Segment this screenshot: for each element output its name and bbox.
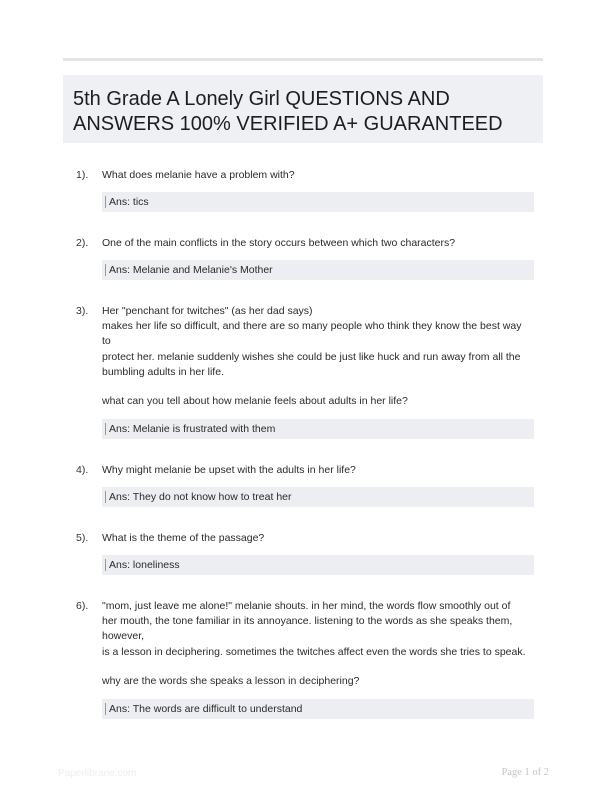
question-line: Her "penchant for twitches" (as her dad says) <box>102 305 313 317</box>
question-line: What is the theme of the passage? <box>102 532 265 544</box>
question-line: One of the main conflicts in the story occurs between which two characters? <box>102 237 456 249</box>
question-line: is a lesson in deciphering. sometimes the twitches affect even the words she tries to speak. <box>102 645 526 658</box>
question-number: 1). <box>76 169 89 181</box>
question-line: makes her life so difficult, and there are so many people who think they know the best way <box>102 320 522 333</box>
question-text <box>102 304 537 409</box>
question-number: 2). <box>76 237 89 249</box>
footer-watermark: Paperlibrarie.com <box>58 768 137 779</box>
question-text <box>102 168 537 183</box>
question-text <box>102 236 537 251</box>
question-number: 4). <box>76 464 89 476</box>
answer-box: Ans: Melanie is frustrated with them <box>102 419 534 439</box>
question-line: what can you tell about how melanie feels about adults in her life? <box>102 395 408 408</box>
title-banner <box>63 75 543 143</box>
question-line: why are the words she speaks a lesson in deciphering? <box>102 674 360 687</box>
answer-box: Ans: tics <box>102 192 534 212</box>
question-text <box>102 599 537 689</box>
question-text <box>102 463 537 478</box>
question-text <box>102 531 537 546</box>
question-number: 5). <box>76 532 89 544</box>
page-number: Page 1 of 2 <box>501 767 549 778</box>
answer-box: Ans: The words are difficult to understand <box>102 699 534 719</box>
top-divider <box>63 58 543 61</box>
answer-box: Ans: loneliness <box>102 555 534 575</box>
question-line: to <box>102 335 111 348</box>
question-line: Why might melanie be upset with the adults in her life? <box>102 464 356 476</box>
question-line: What does melanie have a problem with? <box>102 169 295 181</box>
question-number: 3). <box>76 305 89 317</box>
answer-box: Ans: Melanie and Melanie's Mother <box>102 260 534 280</box>
question-line: bumbling adults in her life. <box>102 365 224 378</box>
answer-box: Ans: They do not know how to treat her <box>102 487 534 507</box>
question-number: 6). <box>76 600 89 612</box>
question-line: "mom, just leave me alone!" melanie shouts. in her mind, the words flow smoothly out of <box>102 600 511 612</box>
question-line: her mouth, the tone familiar in its annoyance. listening to the words as she speaks them, <box>102 615 513 628</box>
document-title: 5th Grade A Lonely Girl QUESTIONS AND ANSWERS 100% VERIFIED A+ GUARANTEED <box>73 88 503 135</box>
question-line: however, <box>102 630 145 643</box>
question-line: protect her. melanie suddenly wishes she could be just like huck and run away from all the <box>102 350 521 363</box>
